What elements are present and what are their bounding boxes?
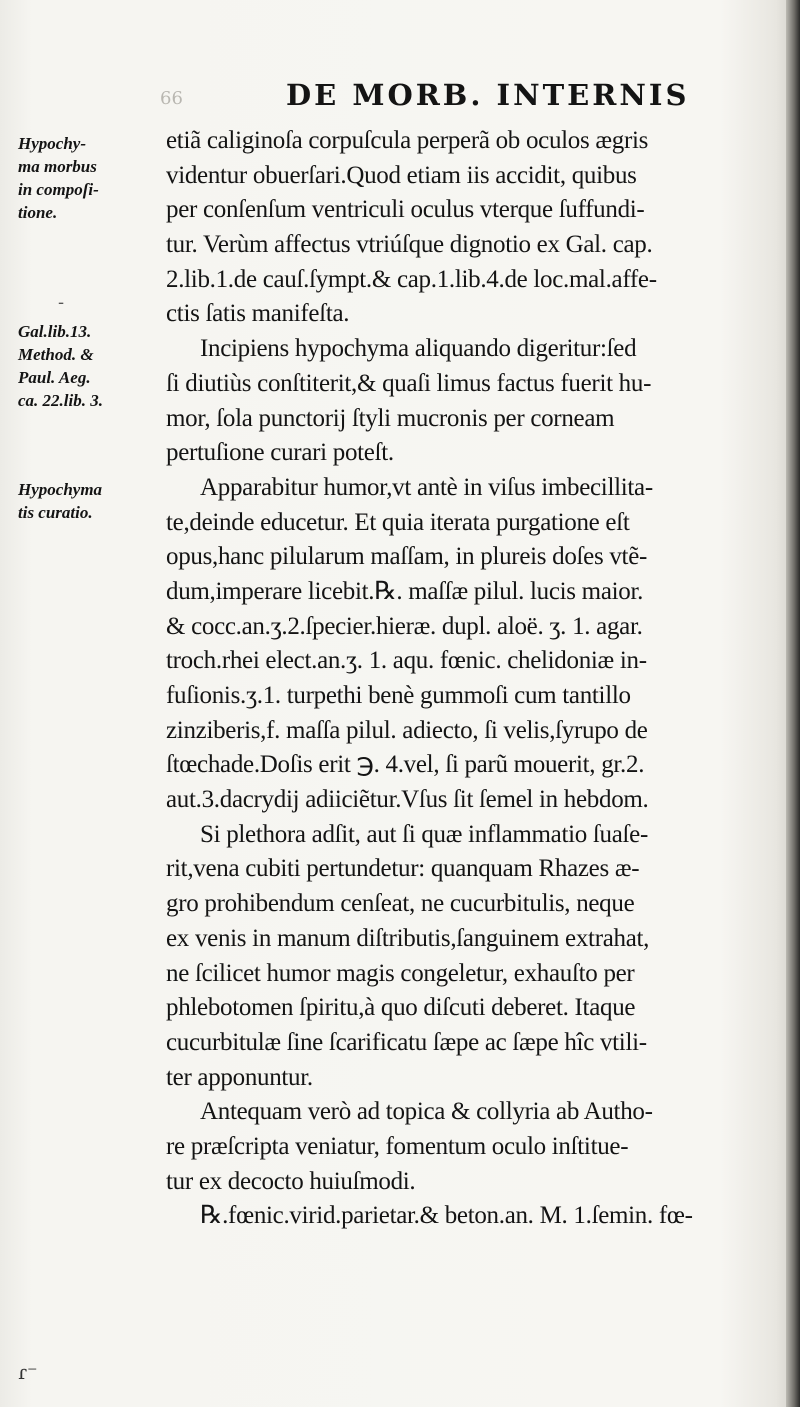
text-line: ſi diutiùs conſtiterit,& quaſi limus factus fuerit hu-	[166, 369, 652, 397]
text-line: 2.lib.1.de cauſ.ſympt.& cap.1.lib.4.de loc.mal.affe-	[166, 265, 657, 293]
text-line: cucurbitulæ ſine ſcarificatu ſæpe ac ſæpe hîc vtili-	[166, 1028, 647, 1056]
margin-note-line: Method. &	[18, 345, 94, 364]
text-line: gro prohibendum cenſeat, ne cucurbitulis, neque	[166, 890, 635, 918]
text-line: rit,vena cubiti pertundetur: quanquam Rhazes æ-	[166, 855, 640, 883]
margin-note-line: tione.	[18, 203, 58, 222]
margin-note-line: in compoſi-	[18, 180, 99, 199]
page-number: 66	[160, 88, 183, 109]
margin-note-line: ma morbus	[18, 157, 97, 176]
margin-note-hypochyma-curatio	[18, 478, 102, 524]
text-line: ex venis in manum diſtributis,ſanguinem extrahat,	[166, 924, 650, 952]
text-line: te,deinde educetur. Et quia iterata purgatione eſt	[166, 508, 630, 536]
text-line: Antequam verò ad topica & collyria ab Autho-	[200, 1098, 653, 1126]
text-line: troch.rhei elect.an.ʒ. 1. aqu. fœnic. chelidoniæ in-	[166, 647, 647, 675]
text-line: fuſionis.ʒ.1. turpethi benè gummoſi cum tantillo	[166, 682, 631, 709]
text-line: tur. Verùm affectus vtriúſque dignotio ex Gal. cap.	[166, 231, 653, 259]
text-line: dum,imperare licebit.℞. maſſæ pilul. lucis maior.	[166, 577, 644, 605]
margin-note-hypochyma-morbus	[18, 132, 99, 224]
margin-note-line: tis curatio.	[18, 503, 93, 522]
text-line: ter apponuntur.	[166, 1063, 313, 1091]
text-line: zinziberis,f. maſſa pilul. adiecto, ſi velis,ſyrupo de	[166, 716, 648, 744]
text-line: & cocc.an.ʒ.2.ſpecier.hieræ. dupl. aloë. ʒ. 1. agar.	[166, 612, 643, 640]
text-line: opus,hanc pilularum maſſam, in plureis doſes vtẽ-	[166, 543, 648, 571]
text-line: Apparabitur humor,vt antè in viſus imbecillita-	[200, 473, 653, 501]
text-line: aut.3.dacrydij adiiciẽtur.Vſus ſit ſemel in hebdom.	[166, 786, 649, 814]
text-line: per conſenſum ventriculi oculus vterque ſuffundi-	[166, 196, 645, 224]
margin-note-line: ca. 22.lib. 3.	[18, 391, 103, 410]
text-line: ſtœchade.Doſis erit ℈. 4.vel, ſi parũ mouerit, gr.2.	[166, 751, 645, 779]
text-line: etiã caliginoſa corpuſcula perperã ob oculos ægris	[166, 127, 649, 154]
running-head: DE MORB. INTERNIS	[286, 78, 690, 112]
body-text	[166, 124, 770, 1234]
text-line: phlebotomen ſpiritu,à quo diſcuti deberet. Itaque	[166, 994, 636, 1022]
margin-note-line: Gal.lib.13.	[18, 322, 92, 341]
margin-note-line: Hypochy-	[18, 134, 86, 153]
bottom-margin-mark: ɾ⁻	[18, 1360, 38, 1384]
page-edge-shadow	[786, 0, 800, 1407]
text-line: ctis ſatis manifeſta.	[166, 300, 350, 328]
text-line: tur ex decocto huiuſmodi.	[166, 1167, 416, 1195]
text-line: Si plethora adſit, aut ſi quæ inflammatio ſuaſe-	[200, 820, 649, 848]
margin-dash: -	[58, 292, 65, 313]
text-line: ℞.fœnic.virid.parietar.& beton.an. M. 1.ſemin. fœ-	[200, 1202, 693, 1230]
text-line: re præſcripta veniatur, fomentum oculo inſtitue-	[166, 1132, 629, 1160]
text-line: mor, ſola punctorij ſtyli mucronis per corneam	[166, 404, 615, 432]
margin-note-line: Paul. Aeg.	[18, 368, 91, 387]
text-line: Incipiens hypochyma aliquando digeritur:ſed	[200, 335, 637, 363]
text-line: pertuſione curari poteſt.	[166, 439, 394, 467]
text-line: videntur obuerſari.Quod etiam iis accidit, quibus	[166, 161, 637, 189]
margin-note-line: Hypochyma	[18, 480, 103, 499]
margin-note-galen-reference	[18, 320, 103, 412]
text-line: ne ſcilicet humor magis congeletur, exhauſto per	[166, 959, 635, 987]
